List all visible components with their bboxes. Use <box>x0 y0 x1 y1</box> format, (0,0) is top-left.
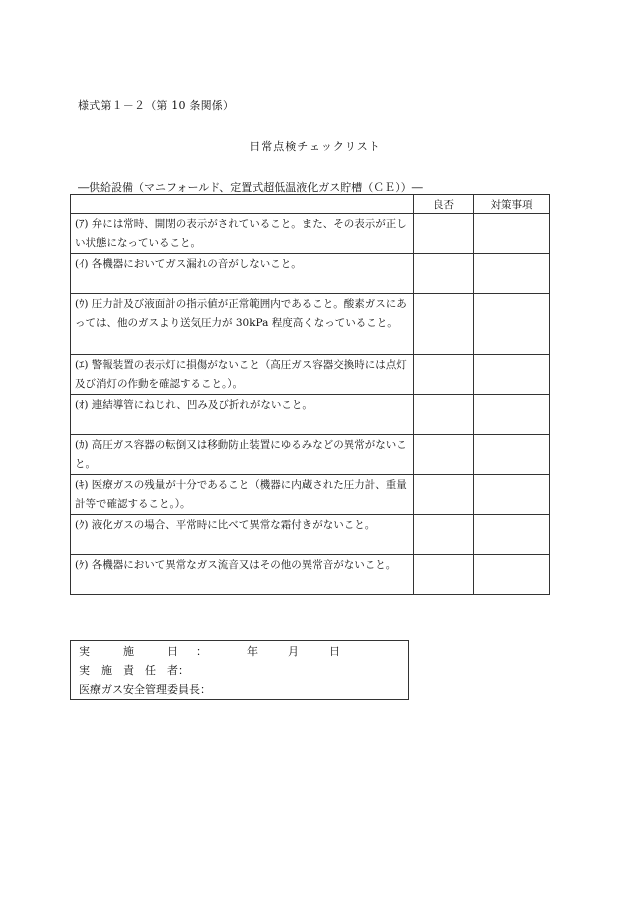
checklist-table <box>70 194 550 595</box>
action-cell[interactable] <box>474 294 550 355</box>
table-row <box>71 395 550 435</box>
ok-cell[interactable] <box>414 294 474 355</box>
month-label: 月 <box>288 645 299 658</box>
form-number: 様式第１－２（第 10 条関係） <box>78 99 235 112</box>
table-row <box>71 294 550 355</box>
table-row <box>71 254 550 294</box>
signature-box <box>70 640 409 700</box>
date-line <box>79 642 340 661</box>
check-item-ki: (ｷ) 医療ガスの残量が十分であること（機器に内蔵された圧力計、重量計等で確認すること。）。 <box>71 475 414 515</box>
ok-cell[interactable] <box>414 555 474 595</box>
ok-cell[interactable] <box>414 475 474 515</box>
section-title: ―供給設備（マニフォールド、定置式超低温液化ガス貯槽（ＣＥ））― <box>78 181 423 194</box>
table-row <box>71 555 550 595</box>
table-header-row <box>71 195 550 214</box>
check-item-i: (ｲ) 各機器においてガス漏れの音がしないこと。 <box>71 254 414 294</box>
check-item-u: (ｳ) 圧力計及び液面計の指示値が正常範囲内であること。酸素ガスにあっては、他のガスより送気圧力が 30kPa 程度高くなっていること。 <box>71 294 414 355</box>
check-item-o: (ｵ) 連結導管にねじれ、凹み及び折れがないこと。 <box>71 395 414 435</box>
header-action: 対策事項 <box>474 195 550 214</box>
ok-cell[interactable] <box>414 515 474 555</box>
action-cell[interactable] <box>474 435 550 475</box>
date-colon: ： <box>196 645 207 658</box>
date-label: 実 施 日 <box>79 645 178 658</box>
ok-cell[interactable] <box>414 355 474 395</box>
ok-cell[interactable] <box>414 395 474 435</box>
action-cell[interactable] <box>474 214 550 254</box>
table-row <box>71 355 550 395</box>
table-row <box>71 475 550 515</box>
check-item-ka: (ｶ) 高圧ガス容器の転倒又は移動防止装置にゆるみなどの異常がないこと。 <box>71 435 414 475</box>
year-label: 年 <box>247 645 258 658</box>
check-item-ku: (ｸ) 液化ガスの場合、平常時に比べて異常な霜付きがないこと。 <box>71 515 414 555</box>
day-label: 日 <box>329 645 340 658</box>
action-cell[interactable] <box>474 515 550 555</box>
action-cell[interactable] <box>474 395 550 435</box>
table-row <box>71 515 550 555</box>
document-title: 日常点検チェックリスト <box>249 140 381 153</box>
ok-cell[interactable] <box>414 214 474 254</box>
ok-cell[interactable] <box>414 435 474 475</box>
check-item-a: (ｱ) 弁には常時、開閉の表示がされていること。また、その表示が正しい状態になっていること。 <box>71 214 414 254</box>
check-item-ke: (ｹ) 各機器において異常なガス流音又はその他の異常音がないこと。 <box>71 555 414 595</box>
header-item <box>71 195 414 214</box>
action-cell[interactable] <box>474 355 550 395</box>
responsible-label: 実 施 責 任 者： <box>79 664 189 677</box>
table-row <box>71 435 550 475</box>
header-ok: 良否 <box>414 195 474 214</box>
action-cell[interactable] <box>474 254 550 294</box>
action-cell[interactable] <box>474 475 550 515</box>
action-cell[interactable] <box>474 555 550 595</box>
table-row <box>71 214 550 254</box>
ok-cell[interactable] <box>414 254 474 294</box>
check-item-e: (ｴ) 警報装置の表示灯に損傷がないこと（高圧ガス容器交換時には点灯及び消灯の作動を確認すること。）。 <box>71 355 414 395</box>
committee-label: 医療ガス安全管理委員長： <box>79 683 211 696</box>
